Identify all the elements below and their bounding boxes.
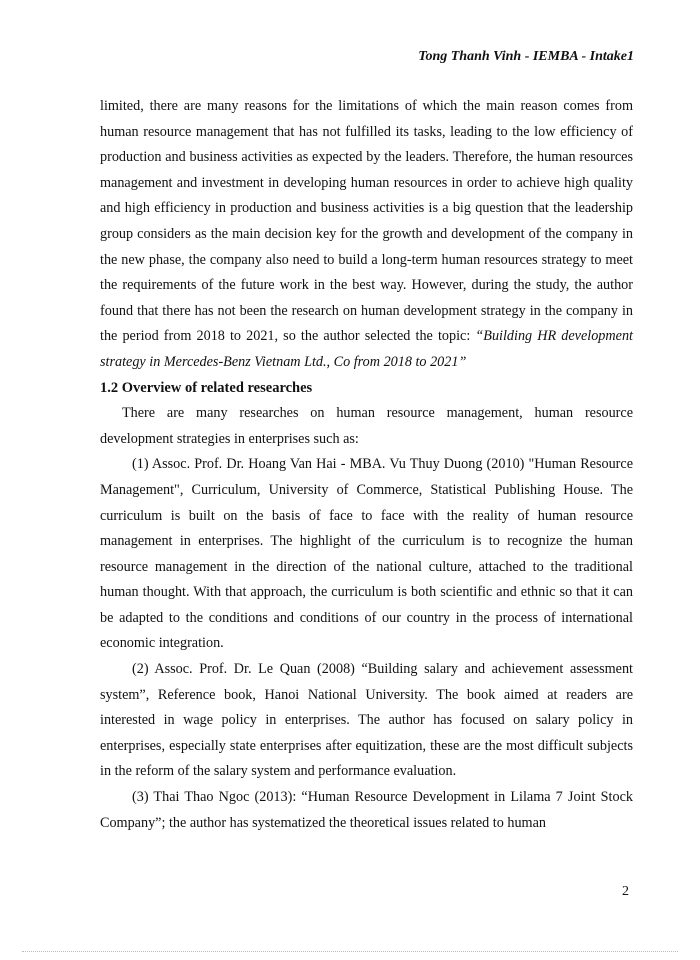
document-body bbox=[100, 94, 633, 836]
intro-topic-title: “Building HR development strategy in Mercedes-Benz Vietnam Ltd., Co from 2018 to 2021” bbox=[100, 328, 633, 370]
reference-paragraph-1: (1) Assoc. Prof. Dr. Hoang Van Hai - MBA. Vu Thuy Duong (2010) "Human Resource Management", Curriculum, University of Commerce, Statistical Publishing House. The curriculum is built on the basis of face to face with the reality of human resource management in enterprises. The highlight of the curriculum is to recognize the human resource management in the direction of the national culture, attached to the traditional human thought. With that approach, the curriculum is both scientific and ethnic so that it can be adapted to the conditions and conditions of our country in the process of international economic integration. bbox=[100, 456, 633, 652]
reference-paragraph-2: (2) Assoc. Prof. Dr. Le Quan (2008) “Building salary and achievement assessment system”, Reference book, Hanoi National University. The book aimed at readers are interested in wage policy in enterprises. The author has focused on salary policy in enterprises, especially state enterprises after equitization, these are the most difficult subjects in the reform of the salary system and performance evaluation. bbox=[100, 661, 633, 780]
page-bottom-rule bbox=[22, 951, 678, 952]
intro-text: limited, there are many reasons for the limitations of which the main reason comes from human resource management that has not fulfilled its tasks, leading to the low efficiency of production and business activities as expected by the leaders. Therefore, the human resources management and investment in developing human resources in order to achieve high quality and high efficiency in production and business activities is a big question that the leadership group considers as the main decision key for the growth and development of the company in the new phase, the company also need to build a long-term human resources strategy to meet the requirements of the future work in the best way. However, during the study, the author found that there has not been the research on human development strategy in the company in the period from 2018 to 2021, so the author selected the topic: bbox=[100, 98, 633, 345]
reference-paragraph-3: (3) Thai Thao Ngoc (2013): “Human Resource Development in Lilama 7 Joint Stock Company”; the author has systematized the theoretical issues related to human bbox=[100, 789, 633, 831]
overview-paragraph: There are many researches on human resource management, human resource development strategies in enterprises such as: bbox=[100, 405, 633, 447]
running-header: Tong Thanh Vinh - IEMBA - Intake1 bbox=[418, 49, 634, 64]
section-heading: 1.2 Overview of related researches bbox=[100, 379, 313, 396]
intro-paragraph bbox=[100, 94, 633, 376]
page-number: 2 bbox=[622, 884, 629, 899]
